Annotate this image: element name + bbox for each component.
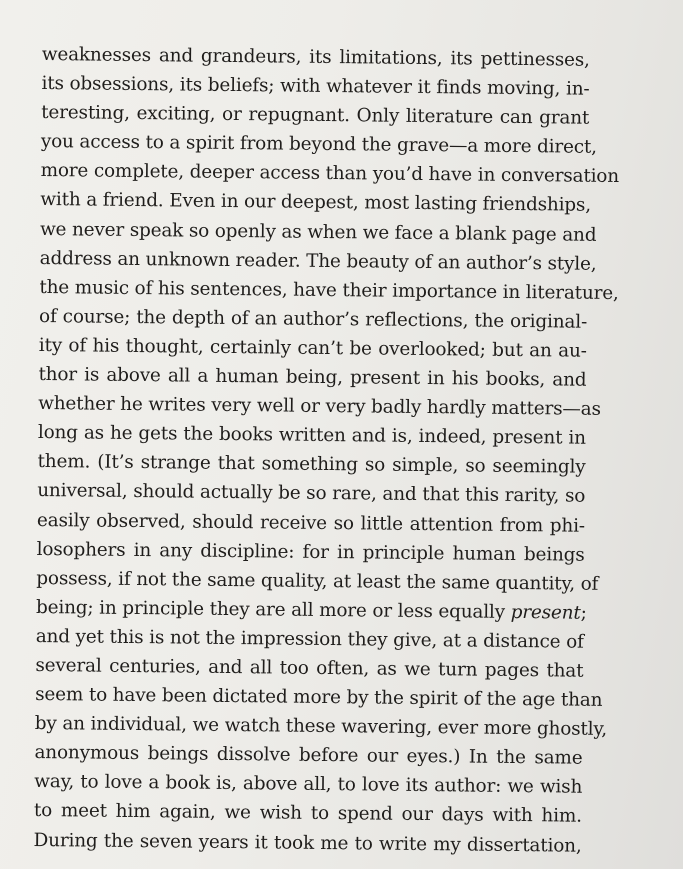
text-line: thor is above all a human being, present in his books, and bbox=[38, 364, 587, 391]
text-line: and yet this is not the impression they give, at a distance of bbox=[35, 625, 584, 653]
text-line: teresting, exciting, or repugnant. Only literature can grant bbox=[41, 102, 590, 129]
text-line: the music of his sentences, have their importance in literature, bbox=[39, 276, 619, 304]
line-punctuation: ; bbox=[580, 602, 587, 624]
line-text: being; in principle they are all more or less equally bbox=[35, 596, 511, 623]
text-line: easily observed, should receive so little attention from phi- bbox=[36, 509, 586, 537]
text-line: to meet him again, we wish to spend our days with him. bbox=[33, 800, 583, 828]
text-line: weaknesses and grandeurs, its limitations, its pettinesses, bbox=[41, 43, 590, 71]
text-line: you access to a spirit from beyond the grave—a more direct, bbox=[40, 131, 598, 159]
text-line: ity of his thought, certainly can’t be overlooked; but an au- bbox=[38, 334, 587, 362]
text-line: way, to love a book is, above all, to love its author: we wish bbox=[34, 771, 583, 799]
text-line: several centuries, and all too often, as we turn pages that bbox=[35, 654, 584, 682]
text-line: its obsessions, its beliefs; with whatever it finds moving, in- bbox=[41, 73, 590, 100]
text-line: whether he writes very well or very badly hardly matters—as bbox=[38, 393, 601, 420]
text-line: anonymous beings dissolve before our eyes.) In the same bbox=[34, 742, 583, 769]
text-line: possess, if not the same quality, at least the same quantity, of bbox=[36, 567, 599, 595]
text-line: universal, should actually be so rare, and that this rarity, so bbox=[37, 480, 586, 508]
text-line: with a friend. Even in our deepest, most lasting friendships, bbox=[40, 189, 592, 217]
italic-word: present bbox=[510, 601, 581, 624]
text-line: losophers in any discipline: for in principle human beings bbox=[36, 538, 585, 566]
text-line: we never speak so openly as when we face a blank page and bbox=[39, 218, 597, 246]
body-text bbox=[33, 40, 620, 860]
text-line: address an unknown reader. The beauty of an author’s style, bbox=[39, 247, 597, 275]
text-line: long as he gets the books written and is, indeed, present in bbox=[37, 422, 586, 449]
text-line: of course; the depth of an author’s reflections, the original- bbox=[38, 305, 588, 333]
text-line: During the seven years it took me to write my dissertation, bbox=[33, 829, 582, 857]
text-line: by an individual, we watch these wavering, ever more ghostly, bbox=[34, 713, 608, 741]
text-line: seem to have been dictated more by the spirit of the age than bbox=[35, 684, 603, 711]
text-line: more complete, deeper access than you’d have in conversation bbox=[40, 160, 620, 188]
text-line: them. (It’s strange that something so simple, so seemingly bbox=[37, 451, 586, 479]
